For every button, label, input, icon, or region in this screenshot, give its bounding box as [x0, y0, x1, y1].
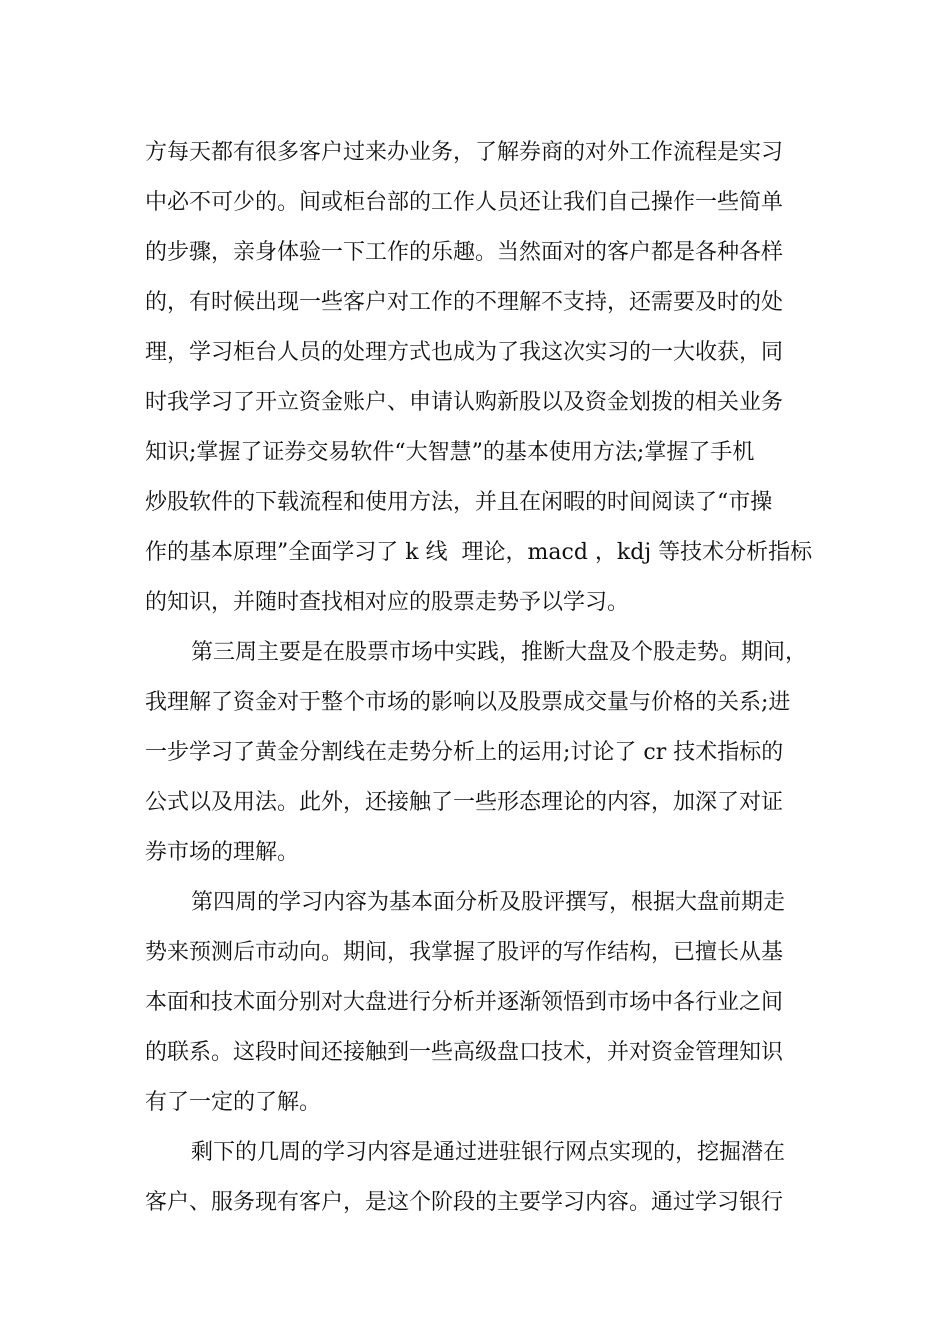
text-line: 知识;掌握了证券交易软件“大智慧”的基本使用方法;掌握了手机 [145, 440, 755, 465]
text-line: 的，有时候出现一些客户对工作的不理解不支持，还需要及时的处 [145, 290, 784, 315]
text-line: 方每天都有很多客户过来办业务，了解券商的对外工作流程是实习 [145, 140, 784, 165]
text-line: 有了一定的了解。 [145, 1090, 322, 1115]
paragraph-first-line: 剩下的几周的学习内容是通过进驻银行网点实现的，挖掘潜在 [191, 1140, 786, 1165]
paragraph-first-line: 第四周的学习内容为基本面分析及股评撰写，根据大盘前期走 [191, 890, 786, 915]
text-line: 我理解了资金对于整个市场的影响以及股票成交量与价格的关系;进 [145, 690, 791, 715]
text-line: 中必不可少的。间或柜台部的工作人员还让我们自己操作一些简单 [145, 190, 784, 215]
text-line: 炒股软件的下载流程和使用方法，并且在闲暇的时间阅读了“市操 [145, 490, 773, 515]
paragraph-first-line: 第三周主要是在股票市场中实践，推断大盘及个股走势。期间， [191, 640, 808, 665]
text-line: 的联系。这段时间还接触到一些高级盘口技术，并对资金管理知识 [145, 1040, 784, 1065]
text-line: 作的基本原理”全面学习了 k 线 理论，macd ，kdj 等技术分析指标 [145, 540, 813, 565]
text-line: 理，学习柜台人员的处理方式也成为了我这次实习的一大收获，同 [145, 340, 784, 365]
text-line: 的步骤，亲身体验一下工作的乐趣。当然面对的客户都是各种各样 [145, 240, 784, 265]
text-line: 一步学习了黄金分割线在走势分析上的运用;讨论了 cr 技术指标的 [145, 740, 784, 765]
text-line: 本面和技术面分别对大盘进行分析并逐渐领悟到市场中各行业之间 [145, 990, 784, 1015]
text-line: 时我学习了开立资金账户、申请认购新股以及资金划拨的相关业务 [145, 390, 784, 415]
body-text [145, 128, 845, 1228]
text-line: 券市场的理解。 [145, 840, 300, 865]
text-line: 公式以及用法。此外，还接触了一些形态理论的内容，加深了对证 [145, 790, 784, 815]
text-line: 势来预测后市动向。期间，我掌握了股评的写作结构，已擅长从基 [145, 940, 784, 965]
text-line: 的知识，并随时查找相对应的股票走势予以学习。 [145, 590, 630, 615]
text-line: 客户、服务现有客户，是这个阶段的主要学习内容。通过学习银行 [145, 1190, 784, 1215]
